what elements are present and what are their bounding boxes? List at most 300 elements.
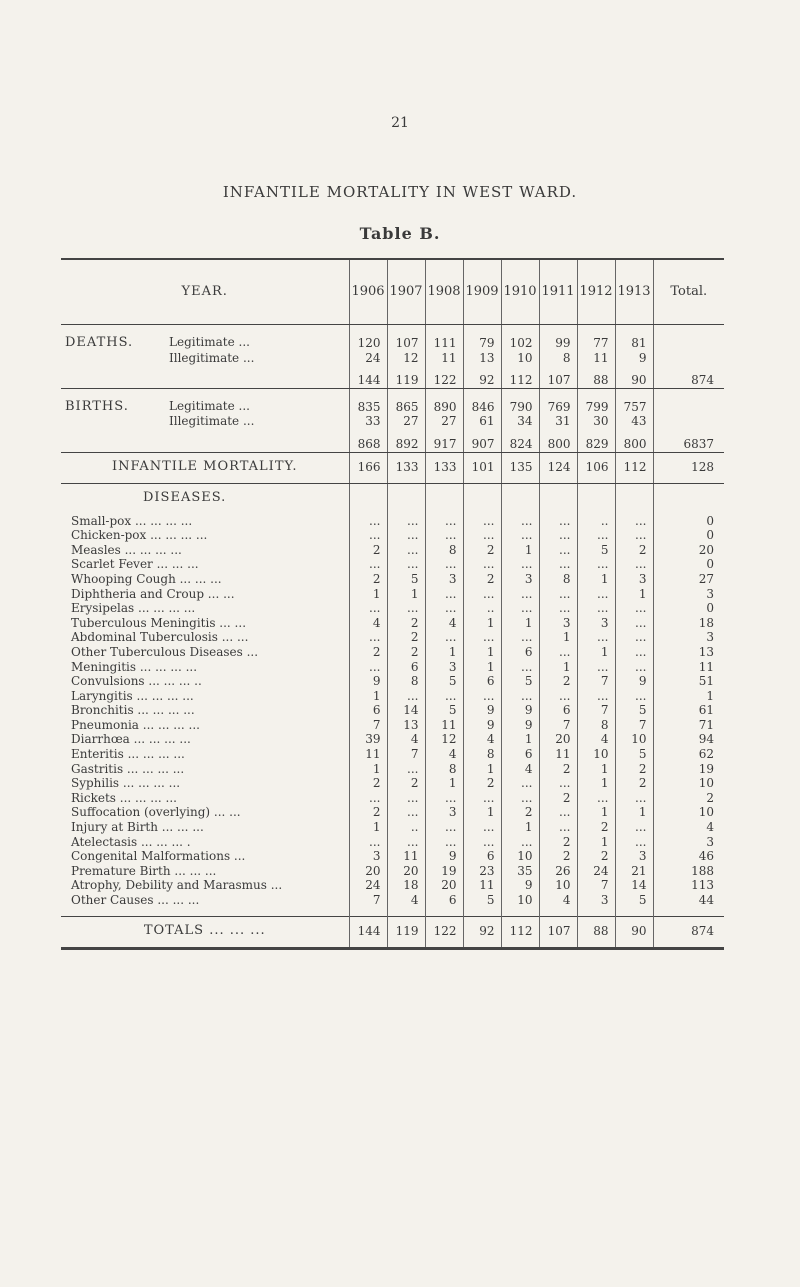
cell: 2 — [387, 645, 425, 660]
total-cell: 20 — [653, 543, 724, 558]
cell: 11 — [539, 747, 577, 762]
cell: 1 — [349, 689, 387, 704]
disease-name: Rickets ... ... ... ... — [71, 790, 177, 805]
year-header: 1910 — [501, 259, 539, 325]
header-row — [61, 259, 724, 325]
cell: ... — [349, 514, 387, 529]
cell: 2 — [349, 645, 387, 660]
cell: 119 — [387, 916, 425, 948]
cell: 4 — [387, 893, 425, 916]
disease-row — [61, 572, 724, 587]
disease-row — [61, 557, 724, 572]
total-cell: 10 — [653, 805, 724, 820]
cell: 1 — [615, 587, 653, 602]
disease-name: Scarlet Fever ... ... ... — [71, 557, 199, 572]
disease-name: Other Tuberculous Diseases ... — [71, 644, 259, 659]
cell: 7 — [539, 718, 577, 733]
cell: 135 — [501, 452, 539, 483]
cell: 19 — [425, 864, 463, 879]
total-cell: 3 — [653, 630, 724, 645]
cell: .. — [577, 514, 615, 529]
cell: 3 — [349, 849, 387, 864]
cell: ... — [539, 820, 577, 835]
disease-name: Measles ... ... ... ... — [71, 542, 182, 557]
total-cell: 6837 — [653, 429, 724, 452]
total-cell: 1 — [653, 689, 724, 704]
cell: ... — [539, 528, 577, 543]
cell: 90 — [615, 365, 653, 388]
cell: ... — [349, 630, 387, 645]
deaths-section-label: DEATHS. — [65, 335, 134, 350]
cell: ... — [463, 587, 501, 602]
disease-name: Gastritis ... ... ... ... — [71, 761, 185, 776]
cell: 7 — [577, 878, 615, 893]
cell: 5 — [425, 674, 463, 689]
total-header: Total. — [653, 259, 724, 325]
cell: 4 — [577, 732, 615, 747]
cell: ... — [539, 805, 577, 820]
births-section-label: BIRTHS. — [65, 398, 129, 414]
cell: 2 — [349, 543, 387, 558]
cell: 890 — [425, 399, 463, 415]
cell: 9 — [501, 703, 539, 718]
cell: 21 — [615, 864, 653, 879]
cell: 12 — [387, 351, 425, 366]
cell: 2 — [577, 820, 615, 835]
cell: 829 — [577, 429, 615, 452]
disease-row — [61, 645, 724, 660]
cell: 1 — [387, 587, 425, 602]
year-header: 1906 — [349, 259, 387, 325]
cell: 14 — [387, 703, 425, 718]
disease-row — [61, 718, 724, 733]
disease-name: Premature Birth ... ... ... — [71, 863, 217, 878]
cell: ... — [501, 601, 539, 616]
cell: 11 — [387, 849, 425, 864]
cell: ... — [501, 557, 539, 572]
disease-name: Congenital Malformations ... — [71, 849, 246, 864]
disease-row — [61, 864, 724, 879]
cell: 111 — [425, 335, 463, 351]
cell: 23 — [463, 864, 501, 879]
cell: 1 — [577, 762, 615, 777]
disease-row — [61, 630, 724, 645]
disease-row — [61, 703, 724, 718]
cell: ... — [501, 791, 539, 806]
cell: ... — [425, 835, 463, 850]
cell: 3 — [425, 660, 463, 675]
cell: 90 — [615, 916, 653, 948]
infantile-mortality-label: INFANTILE MORTALITY. — [61, 452, 349, 483]
cell: 835 — [349, 399, 387, 415]
cell: 13 — [463, 351, 501, 366]
cell: 20 — [387, 864, 425, 879]
cell: ... — [425, 630, 463, 645]
total-cell: 113 — [653, 878, 724, 893]
cell: 917 — [425, 429, 463, 452]
cell: 1 — [463, 645, 501, 660]
cell: ... — [463, 630, 501, 645]
cell: 61 — [463, 414, 501, 429]
cell: 144 — [349, 365, 387, 388]
total-cell: 46 — [653, 849, 724, 864]
cell: 1 — [463, 660, 501, 675]
cell: 5 — [501, 674, 539, 689]
disease-name: Chicken-pox ... ... ... ... — [71, 528, 208, 543]
page-title: INFANTILE MORTALITY IN WEST WARD. — [222, 183, 578, 201]
cell: 824 — [501, 429, 539, 452]
cell: 9 — [425, 849, 463, 864]
cell: 10 — [501, 893, 539, 916]
disease-name: Small-pox ... ... ... ... — [71, 513, 193, 528]
cell: 790 — [501, 399, 539, 415]
cell: 5 — [615, 893, 653, 916]
total-cell: 3 — [653, 587, 724, 602]
cell: 8 — [463, 747, 501, 762]
cell: 9 — [615, 351, 653, 366]
cell: 34 — [501, 414, 539, 429]
cell: 6 — [539, 703, 577, 718]
cell: 3 — [425, 805, 463, 820]
row-label: Illegitimate ... — [169, 350, 255, 365]
cell: 5 — [425, 703, 463, 718]
cell: 9 — [615, 674, 653, 689]
table-subtitle: Table B. — [359, 224, 441, 243]
cell: 7 — [387, 747, 425, 762]
disease-row — [61, 660, 724, 675]
cell: 11 — [349, 747, 387, 762]
cell: 2 — [349, 805, 387, 820]
cell: ... — [387, 791, 425, 806]
infantile-mortality-row — [61, 452, 724, 483]
cell: 5 — [387, 572, 425, 587]
disease-row — [61, 514, 724, 529]
cell: 8 — [539, 572, 577, 587]
total-cell: 4 — [653, 820, 724, 835]
diseases-label: DISEASES. — [143, 490, 227, 506]
cell: 1 — [463, 762, 501, 777]
cell: 2 — [539, 762, 577, 777]
cell: ... — [615, 601, 653, 616]
cell: ... — [387, 543, 425, 558]
total-cell: 44 — [653, 893, 724, 916]
cell: ... — [577, 528, 615, 543]
cell: ... — [349, 835, 387, 850]
cell: 122 — [425, 916, 463, 948]
cell: ... — [387, 528, 425, 543]
cell: 2 — [387, 776, 425, 791]
disease-name: Abdominal Tuberculosis ... ... — [71, 630, 249, 645]
disease-row — [61, 762, 724, 777]
cell: ... — [539, 543, 577, 558]
cell: 107 — [539, 365, 577, 388]
cell: ... — [539, 601, 577, 616]
cell: ... — [463, 791, 501, 806]
total-cell: 27 — [653, 572, 724, 587]
cell: ... — [539, 776, 577, 791]
cell: 3 — [615, 572, 653, 587]
cell: ... — [615, 528, 653, 543]
cell: 1 — [501, 732, 539, 747]
cell: 112 — [615, 452, 653, 483]
cell: 6 — [349, 703, 387, 718]
disease-row — [61, 747, 724, 762]
cell: 1 — [615, 805, 653, 820]
cell: 9 — [501, 718, 539, 733]
cell: 88 — [577, 365, 615, 388]
row-label: Legitimate ... — [169, 398, 250, 413]
cell: ... — [425, 791, 463, 806]
cell: 10 — [501, 351, 539, 366]
cell: 3 — [539, 616, 577, 631]
cell: 24 — [349, 351, 387, 366]
cell: 865 — [387, 399, 425, 415]
disease-name: Suffocation (overlying) ... ... — [71, 805, 241, 820]
cell: ... — [425, 689, 463, 704]
cell: 81 — [615, 335, 653, 351]
cell: 8 — [577, 718, 615, 733]
cell: ... — [539, 587, 577, 602]
disease-name: Diarrhœa ... ... ... ... — [71, 732, 191, 747]
cell: 11 — [425, 718, 463, 733]
cell: 1 — [425, 776, 463, 791]
cell: 2 — [463, 776, 501, 791]
cell: ... — [615, 630, 653, 645]
cell: ... — [577, 791, 615, 806]
disease-name: Erysipelas ... ... ... ... — [71, 601, 196, 616]
cell: 10 — [501, 849, 539, 864]
cell: 9 — [463, 703, 501, 718]
cell: 846 — [463, 399, 501, 415]
cell: ... — [349, 601, 387, 616]
total-cell: 71 — [653, 718, 724, 733]
cell: 31 — [539, 414, 577, 429]
diseases-header-row — [61, 483, 724, 514]
total-cell: 0 — [653, 601, 724, 616]
cell: ... — [349, 660, 387, 675]
totals-label: TOTALS ... ... ... — [61, 916, 349, 948]
cell: 4 — [463, 732, 501, 747]
cell: 2 — [539, 835, 577, 850]
total-cell: 2 — [653, 791, 724, 806]
cell: ... — [387, 689, 425, 704]
cell: 892 — [387, 429, 425, 452]
cell: 3 — [425, 572, 463, 587]
cell: 4 — [539, 893, 577, 916]
total-cell: 0 — [653, 528, 724, 543]
disease-name: Laryngitis ... ... ... ... — [71, 688, 194, 703]
disease-row — [61, 732, 724, 747]
cell: 1 — [577, 776, 615, 791]
total-cell: 51 — [653, 674, 724, 689]
cell: 107 — [539, 916, 577, 948]
cell: 112 — [501, 916, 539, 948]
cell: 14 — [615, 878, 653, 893]
disease-name: Enteritis ... ... ... ... — [71, 747, 185, 762]
cell: 5 — [577, 543, 615, 558]
cell: 769 — [539, 399, 577, 415]
total-cell: 94 — [653, 732, 724, 747]
cell: 9 — [501, 878, 539, 893]
disease-row — [61, 805, 724, 820]
cell: 6 — [501, 747, 539, 762]
cell: 4 — [387, 732, 425, 747]
cell: 88 — [577, 916, 615, 948]
cell: 3 — [577, 616, 615, 631]
disease-row — [61, 689, 724, 704]
cell: 9 — [463, 718, 501, 733]
cell: ... — [425, 587, 463, 602]
cell: 8 — [387, 674, 425, 689]
cell: ... — [425, 514, 463, 529]
cell: 6 — [425, 893, 463, 916]
disease-row — [61, 849, 724, 864]
cell: 6 — [387, 660, 425, 675]
cell: 3 — [577, 893, 615, 916]
row-label: Legitimate ... — [169, 335, 250, 349]
cell: 8 — [425, 762, 463, 777]
cell: 4 — [425, 616, 463, 631]
year-header: 1913 — [615, 259, 653, 325]
cell: 112 — [501, 365, 539, 388]
cell: 868 — [349, 429, 387, 452]
cell: 2 — [615, 776, 653, 791]
cell: ... — [425, 601, 463, 616]
cell: 133 — [425, 452, 463, 483]
cell: 24 — [577, 864, 615, 879]
row-label: Illegitimate ... — [169, 414, 255, 429]
cell: 2 — [349, 776, 387, 791]
cell: 2 — [615, 762, 653, 777]
cell: ... — [349, 557, 387, 572]
cell: 2 — [387, 630, 425, 645]
cell: ... — [387, 805, 425, 820]
cell: 4 — [501, 762, 539, 777]
cell: 1 — [349, 820, 387, 835]
cell: 7 — [577, 703, 615, 718]
cell: 800 — [615, 429, 653, 452]
cell: ... — [387, 557, 425, 572]
year-header: 1911 — [539, 259, 577, 325]
cell: ... — [577, 630, 615, 645]
cell: 2 — [615, 543, 653, 558]
cell: 1 — [349, 762, 387, 777]
cell: 10 — [577, 747, 615, 762]
disease-name: Pneumonia ... ... ... ... — [71, 717, 200, 732]
year-label: YEAR. — [61, 259, 349, 325]
cell: ... — [539, 514, 577, 529]
disease-name: Bronchitis ... ... ... ... — [71, 703, 195, 718]
year-header: 1908 — [425, 259, 463, 325]
cell: 12 — [425, 732, 463, 747]
cell: 2 — [539, 849, 577, 864]
cell: ... — [577, 557, 615, 572]
cell: 1 — [501, 820, 539, 835]
cell: 1 — [577, 572, 615, 587]
total-cell: 19 — [653, 762, 724, 777]
cell: 99 — [539, 335, 577, 351]
mortality-table — [61, 258, 724, 950]
cell: ... — [539, 645, 577, 660]
cell: 27 — [425, 414, 463, 429]
cell: ... — [463, 514, 501, 529]
cell: 11 — [425, 351, 463, 366]
disease-name: Syphilis ... ... ... ... — [71, 776, 181, 791]
cell: ... — [615, 645, 653, 660]
cell: 2 — [577, 849, 615, 864]
cell: 11 — [463, 878, 501, 893]
cell: 7 — [577, 674, 615, 689]
cell: 5 — [615, 747, 653, 762]
year-header: 1907 — [387, 259, 425, 325]
cell: ... — [615, 820, 653, 835]
total-cell: 61 — [653, 703, 724, 718]
cell: ... — [577, 587, 615, 602]
cell: 30 — [577, 414, 615, 429]
cell: 106 — [577, 452, 615, 483]
cell: ... — [615, 791, 653, 806]
cell: .. — [387, 820, 425, 835]
cell: 6 — [463, 674, 501, 689]
cell: ... — [615, 557, 653, 572]
cell: 3 — [615, 849, 653, 864]
cell: ... — [539, 557, 577, 572]
cell: 77 — [577, 335, 615, 351]
cell: 43 — [615, 414, 653, 429]
cell: 35 — [501, 864, 539, 879]
cell: 11 — [577, 351, 615, 366]
deaths-legitimate-row — [61, 335, 724, 351]
cell: ... — [615, 514, 653, 529]
total-cell: 10 — [653, 776, 724, 791]
cell: 1 — [501, 543, 539, 558]
cell: 5 — [463, 893, 501, 916]
cell: 39 — [349, 732, 387, 747]
cell: 907 — [463, 429, 501, 452]
cell: ... — [577, 689, 615, 704]
cell: ... — [501, 660, 539, 675]
disease-name: Atelectasis ... ... ... . — [71, 834, 191, 849]
disease-name: Whooping Cough ... ... ... — [71, 571, 222, 586]
cell: ... — [501, 689, 539, 704]
births-subtotal-row — [61, 429, 724, 452]
cell: 800 — [539, 429, 577, 452]
cell: 92 — [463, 365, 501, 388]
births-legitimate-row — [61, 399, 724, 415]
cell: 5 — [615, 703, 653, 718]
disease-row — [61, 543, 724, 558]
cell: 10 — [615, 732, 653, 747]
cell: 6 — [501, 645, 539, 660]
page-number: 21 — [391, 115, 409, 131]
cell: ... — [463, 835, 501, 850]
cell: 1 — [463, 805, 501, 820]
totals-row — [61, 916, 724, 948]
cell: ... — [577, 660, 615, 675]
cell: 20 — [539, 732, 577, 747]
cell: 1 — [577, 835, 615, 850]
cell: ... — [615, 616, 653, 631]
disease-name: Diphtheria and Croup ... ... — [71, 586, 235, 601]
cell: ... — [615, 689, 653, 704]
cell: 4 — [425, 747, 463, 762]
disease-row — [61, 791, 724, 806]
cell: 6 — [463, 849, 501, 864]
total-cell: 0 — [653, 514, 724, 529]
cell: 2 — [349, 572, 387, 587]
disease-row — [61, 601, 724, 616]
cell: 7 — [349, 893, 387, 916]
